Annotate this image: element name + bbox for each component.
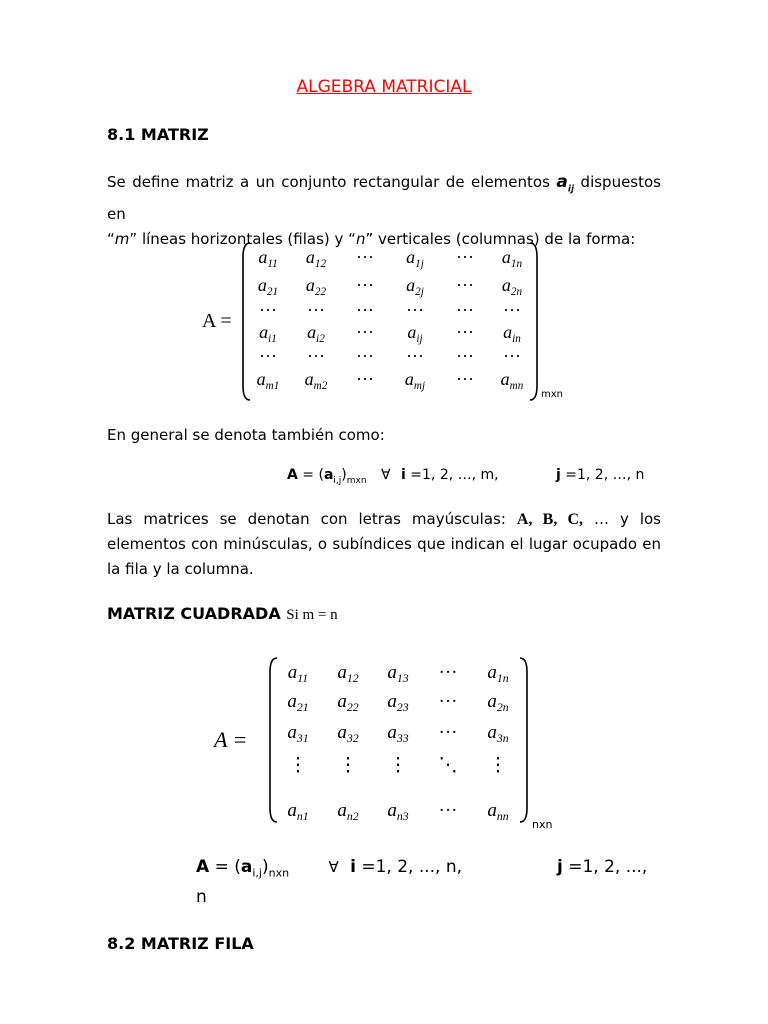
- right-bracket: [530, 243, 537, 400]
- matrix-cell: $a_{2n}$: [487, 691, 509, 714]
- matrix-cell: ···: [356, 300, 374, 320]
- matrix-cell: ···: [406, 300, 424, 320]
- section-heading-fila: 8.2 MATRIZ FILA: [107, 934, 254, 953]
- element-symbol: $a_{ij}$: [556, 172, 575, 195]
- matrix-cell: $a_{3n}$: [487, 722, 509, 745]
- matrix-cell: ⋱: [438, 755, 458, 776]
- matrix-cell: $a_{in}$: [503, 322, 521, 345]
- matrix-cell: $a_{31}$: [287, 722, 309, 745]
- matrix-cell: ···: [356, 369, 374, 389]
- m-symbol: m: [114, 230, 130, 249]
- matrix-cell: ···: [438, 662, 458, 683]
- formula-mxn: $A = (a_{i,j})_{mxn}$ ∀ i =1, 2, …, m,: [287, 467, 499, 486]
- formula-nxn-j: j =1, 2, ...,: [557, 857, 648, 877]
- left-bracket: [270, 658, 277, 822]
- matrix-cell: ···: [456, 346, 474, 366]
- matrix-cell: ···: [456, 322, 474, 342]
- matrix-lhs: A =: [214, 727, 248, 752]
- matrix-cell: ···: [456, 300, 474, 320]
- matrix-cell: ···: [456, 247, 474, 267]
- matrix-cell: $a_{11}$: [287, 662, 309, 685]
- matrix-cell: ···: [503, 300, 521, 320]
- matrix-cell: $a_{22}$: [337, 691, 359, 714]
- formula-mxn-j: j =1, 2, …, n: [556, 467, 645, 483]
- matrix-cell: ···: [438, 722, 458, 743]
- matrix-cell: ⋮: [388, 755, 408, 776]
- matrix-cell: $a_{i1}$: [259, 322, 277, 345]
- matrix-cell: ⋮: [338, 755, 358, 776]
- matrix-cell: ···: [307, 346, 325, 366]
- matrix-cell: $a_{1j}$: [406, 247, 424, 270]
- definition-text-b: dispuestos en: [107, 173, 661, 224]
- uppercase-letters: A, B, C,: [516, 511, 584, 528]
- matrix-cell: $a_{ij}$: [407, 322, 423, 345]
- matrix1-dimension: mxn: [541, 389, 563, 400]
- matrix-cell: $a_{nn}$: [487, 800, 509, 823]
- section-heading-cuadrada: MATRIZ CUADRADA Si m = n: [107, 604, 338, 623]
- square-condition: Si m = n: [286, 607, 338, 623]
- matrix-cell: $a_{33}$: [387, 722, 409, 745]
- matrix-cell: ···: [259, 300, 277, 320]
- matrix-cell: ···: [356, 275, 374, 295]
- matrix-cell: $a_{1n}$: [501, 247, 523, 270]
- matrix-cell: $a_{12}$: [305, 247, 327, 270]
- matrix-cell: ···: [356, 322, 374, 342]
- matrix-cell: ⋮: [288, 755, 308, 776]
- matrix-cell: $a_{32}$: [337, 722, 359, 745]
- matrix-cell: $a_{mn}$: [500, 369, 524, 392]
- matrix-cell: $a_{i2}$: [307, 322, 325, 345]
- left-bracket: [243, 243, 250, 400]
- matrix-mxn: [0, 235, 768, 415]
- matrix-cell: $a_{2j}$: [406, 275, 424, 298]
- matrix-cell: ···: [438, 691, 458, 712]
- matrix-cell: $a_{2n}$: [501, 275, 523, 298]
- paragraph-letters: Las matrices se denotan con letras mayúsculas: A, B, C, … y los elementos con minúsculas, o subíndices que indican el lugar ocupado en la fila y la columna.: [107, 510, 661, 578]
- matrix-cell: $a_{13}$: [387, 662, 409, 685]
- matrix-cell: $a_{11}$: [258, 247, 278, 270]
- forall-symbol: ∀: [381, 467, 391, 483]
- paragraph-notation: En general se denota también como:: [107, 426, 385, 444]
- matrix-cell: ···: [406, 346, 424, 366]
- document-title: ALGEBRA MATRICIAL: [296, 77, 472, 97]
- matrix-cell: $a_{n2}$: [337, 800, 359, 823]
- matrix-cell: $a_{mj}$: [404, 369, 426, 392]
- matrix-cell: ···: [456, 369, 474, 389]
- matrix-cell: $a_{21}$: [257, 275, 279, 298]
- matrix-cell: $a_{1n}$: [487, 662, 509, 685]
- matrix-nxn: [0, 650, 768, 830]
- formula-nxn: $A = (a_{i,j})_{nxn}$ ∀ i =1, 2, ..., n,: [196, 857, 463, 880]
- matrix-cell: ···: [356, 247, 374, 267]
- matrix-cell: $a_{21}$: [287, 691, 309, 714]
- matrix-cell: ···: [307, 300, 325, 320]
- matrix-cell: ···: [356, 346, 374, 366]
- definition-text-a: Se define matriz a un conjunto rectangular de elementos: [107, 173, 550, 191]
- matrix-cell: $a_{m1}$: [256, 369, 280, 392]
- matrix-cell: ···: [438, 800, 458, 821]
- matrix-cell: ···: [503, 346, 521, 366]
- forall-symbol-2: ∀: [328, 858, 339, 876]
- right-bracket: [520, 658, 527, 822]
- matrix-lhs: A =: [202, 310, 232, 332]
- matrix-cell: $a_{22}$: [305, 275, 327, 298]
- formula-nxn-wrap: n: [196, 887, 207, 907]
- matrix-cell: ···: [259, 346, 277, 366]
- matrix-cell: $a_{n1}$: [287, 800, 309, 823]
- matrix-cell: $a_{12}$: [337, 662, 359, 685]
- matrix-cell: $a_{23}$: [387, 691, 409, 714]
- paragraph-definition: Se define matriz a un conjunto rectangular de elementos $a_{ij}$ dispuestos en “m” líneas horizontales (filas) y “n” verticales (columnas) de la forma:: [107, 172, 661, 249]
- matrix-cell: $a_{m2}$: [304, 369, 328, 392]
- matrix-cell: ⋮: [488, 755, 508, 776]
- matrix-cell: $a_{n3}$: [387, 800, 409, 823]
- matrix2-dimension: nxn: [532, 818, 553, 831]
- matrix-cell: ···: [456, 275, 474, 295]
- section-heading-matriz: 8.1 MATRIZ: [107, 125, 209, 144]
- n-symbol: n: [355, 230, 366, 249]
